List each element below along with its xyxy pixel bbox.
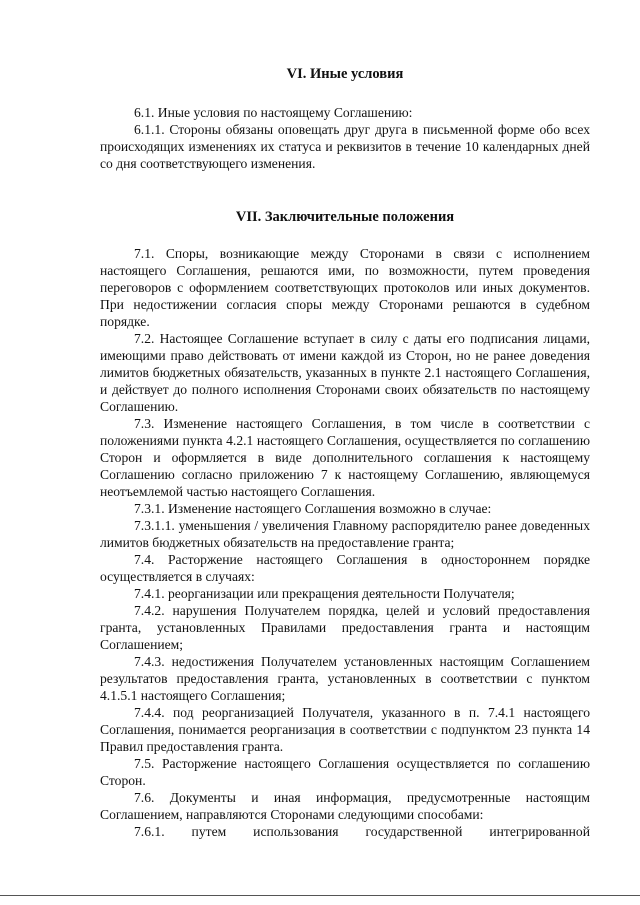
clause-7-4-2: 7.4.2. нарушения Получателем порядка, целей и условий предоставления гранта, установленных Правилами предоставления гранта и настоящим Соглашением; <box>100 603 590 652</box>
clause-7-3-1-1: 7.3.1.1. уменьшения / увеличения Главному распорядителю ранее доведенных лимитов бюджетных обязательств на предоставление гранта; <box>100 518 590 550</box>
clause-6-1-1: 6.1.1. Стороны обязаны оповещать друг друга в письменной форме обо всех происходящих изменениях их статуса и реквизитов в течение 10 календарных дней со дня соответствующего изменения. <box>100 122 590 171</box>
clause-7-4: 7.4. Расторжение настоящего Соглашения в одностороннем порядке осуществляется в случаях: <box>100 552 590 584</box>
page-bottom-rule <box>0 895 640 896</box>
section-6-heading: VI. Иные условия <box>286 66 404 82</box>
clause-7-3-1: 7.3.1. Изменение настоящего Соглашения возможно в случае: <box>134 501 492 516</box>
clause-7-6-1: 7.6.1. путем использования государственной интегрированной <box>134 824 590 839</box>
section-7-heading: VII. Заключительные положения <box>235 209 455 225</box>
clause-7-5: 7.5. Расторжение настоящего Соглашения осуществляется по соглашению Сторон. <box>100 756 590 788</box>
clause-7-3: 7.3. Изменение настоящего Соглашения, в том числе в соответствии с положениями пункта 4.2.1 настоящего Соглашения, осуществляется по соглашению Сторон и оформляется в виде дополнительного соглашения к настоящему Соглашению согласно приложению 7 к настоящему Соглашению, являющемуся неотъемлемой частью настоящего Соглашения. <box>100 416 590 499</box>
clause-7-4-4: 7.4.4. под реорганизацией Получателя, указанного в п. 7.4.1 настоящего Соглашения, понимается реорганизация в соответствии с подпунктом 23 пункта 14 Правил предоставления гранта. <box>100 705 590 754</box>
clause-6-1: 6.1. Иные условия по настоящему Соглашению: <box>134 105 413 120</box>
clause-7-4-3: 7.4.3. недостижения Получателем установленных настоящим Соглашением результатов предоставления гранта, установленных в соответствии с пунктом 4.1.5.1 настоящего Соглашения; <box>100 654 590 703</box>
clause-7-1: 7.1. Споры, возникающие между Сторонами в связи с исполнением настоящего Соглашения, решаются ими, по возможности, путем проведения переговоров с оформлением соответствующих протоколов или иных документов. При недостижении согласия споры между Сторонами решаются в судебном порядке. <box>100 246 590 329</box>
section-6-body <box>100 104 590 172</box>
clause-7-4-1: 7.4.1. реорганизации или прекращения деятельности Получателя; <box>134 586 515 601</box>
clause-7-2: 7.2. Настоящее Соглашение вступает в силу с даты его подписания лицами, имеющими право действовать от имени каждой из Сторон, но не ранее доведения лимитов бюджетных обязательств, указанных в пункте 2.1 настоящего Соглашения, и действует до полного исполнения Сторонами своих обязательств по настоящему Соглашению. <box>100 331 590 414</box>
section-7-body <box>100 245 590 840</box>
clause-7-6: 7.6. Документы и иная информация, предусмотренные настоящим Соглашением, направляются Сторонами следующими способами: <box>100 790 590 822</box>
